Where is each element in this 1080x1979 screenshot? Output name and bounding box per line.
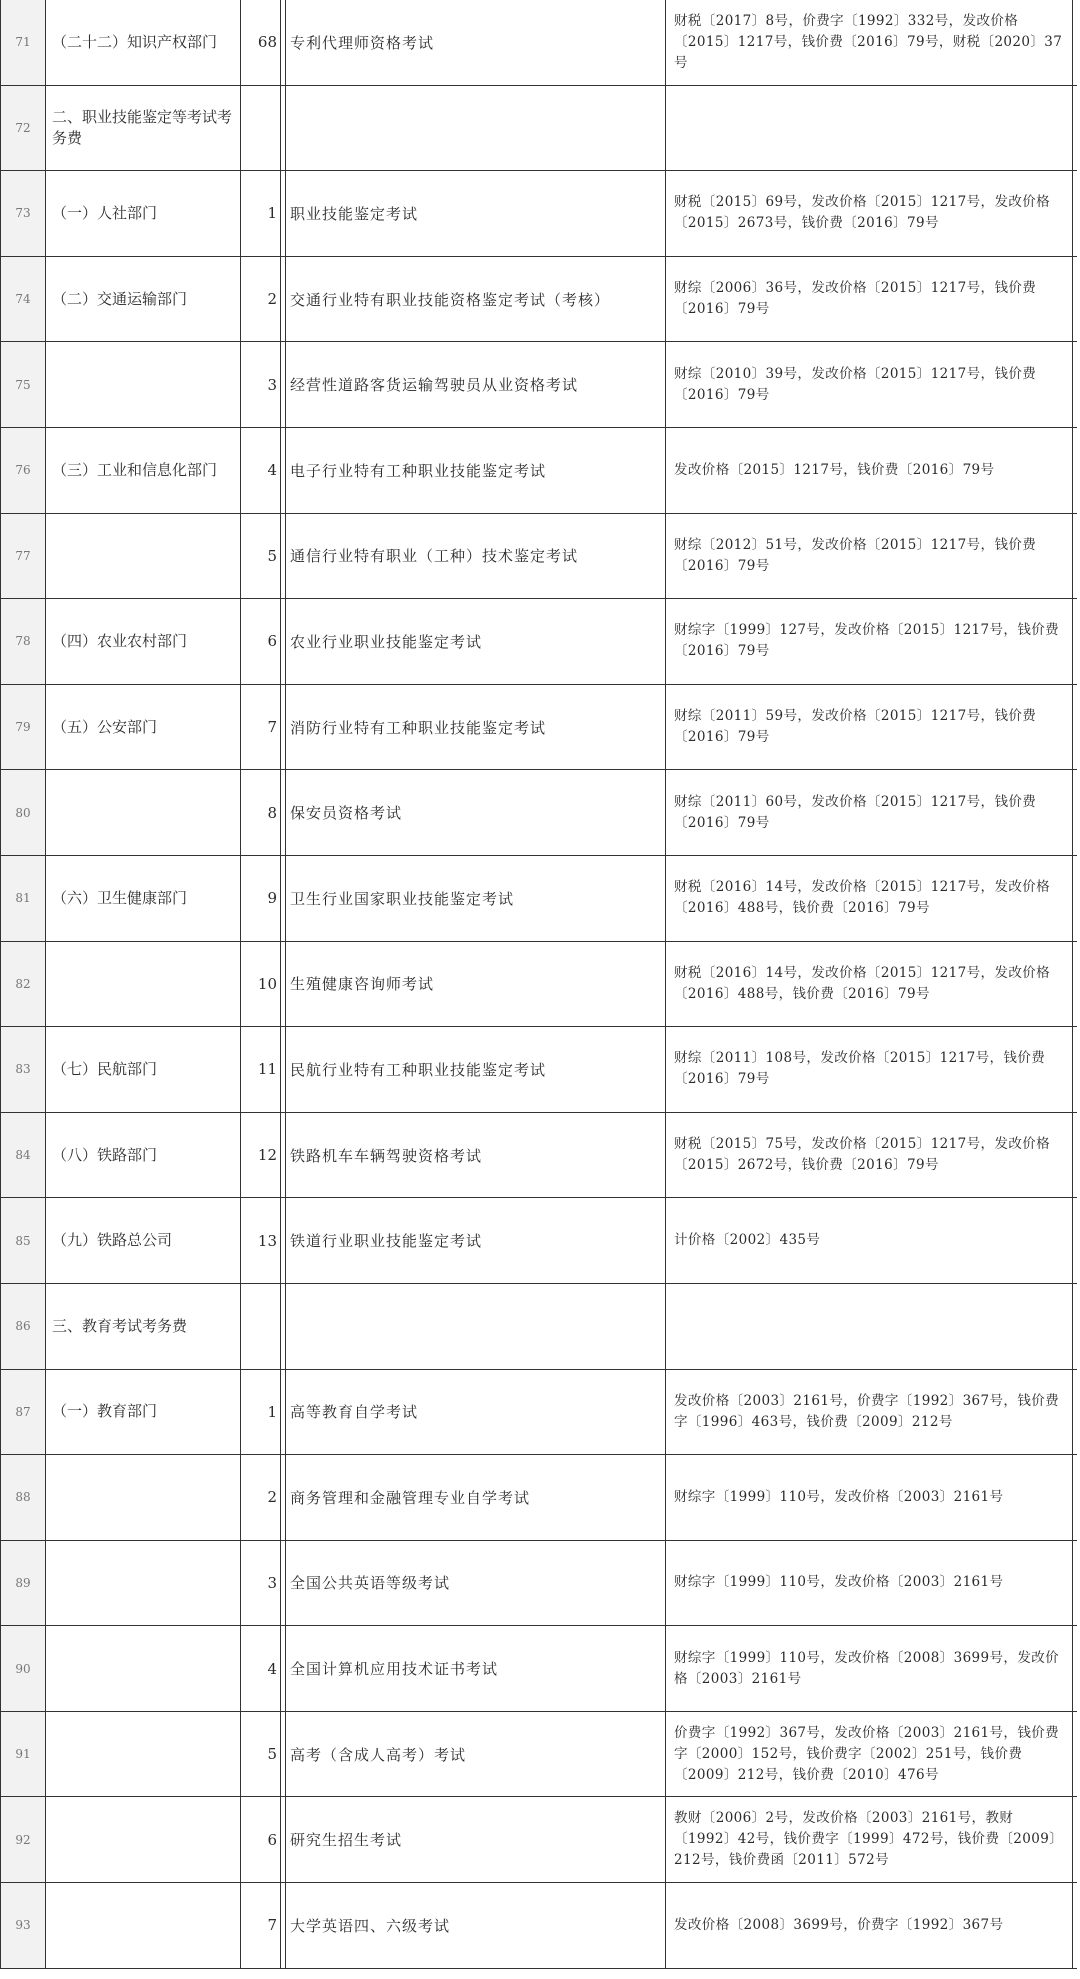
department-cell: （七）民航部门 — [46, 1027, 241, 1113]
department-cell — [46, 513, 241, 599]
department-cell: （八）铁路部门 — [46, 1112, 241, 1198]
exam-name: 专利代理师资格考试 — [286, 0, 666, 85]
table-edge — [1073, 684, 1078, 770]
table-edge — [1073, 1283, 1078, 1369]
row-number: 82 — [1, 941, 46, 1027]
row-number: 79 — [1, 684, 46, 770]
reference-doc: 财综字〔1999〕110号，发改价格〔2003〕2161号 — [666, 1455, 1073, 1541]
item-number: 5 — [241, 513, 281, 599]
row-number: 86 — [1, 1283, 46, 1369]
exam-name: 通信行业特有职业（工种）技术鉴定考试 — [286, 513, 666, 599]
item-number: 7 — [241, 1883, 281, 1969]
reference-doc: 财税〔2016〕14号，发改价格〔2015〕1217号，发改价格〔2016〕488号，钱价费〔2016〕79号 — [666, 855, 1073, 941]
table-edge — [1073, 171, 1078, 257]
exam-name: 消防行业特有工种职业技能鉴定考试 — [286, 684, 666, 770]
table-edge — [1073, 342, 1078, 428]
item-number: 13 — [241, 1198, 281, 1284]
table-row — [1, 342, 1078, 428]
table-edge — [1073, 256, 1078, 342]
item-number: 1 — [241, 171, 281, 257]
row-number: 92 — [1, 1797, 46, 1883]
table-edge — [1073, 855, 1078, 941]
table-edge — [1073, 1455, 1078, 1541]
exam-name: 商务管理和金融管理专业自学考试 — [286, 1455, 666, 1541]
exam-name: 高等教育自学考试 — [286, 1369, 666, 1455]
exam-name: 全国公共英语等级考试 — [286, 1540, 666, 1626]
table-row — [1, 1027, 1078, 1113]
exam-name: 铁道行业职业技能鉴定考试 — [286, 1198, 666, 1284]
department-cell: 二、职业技能鉴定等考试考务费 — [46, 85, 241, 171]
department-cell: （九）铁路总公司 — [46, 1198, 241, 1284]
item-number: 10 — [241, 941, 281, 1027]
exam-name — [286, 1283, 666, 1369]
row-number: 72 — [1, 85, 46, 171]
item-number: 3 — [241, 342, 281, 428]
row-number: 85 — [1, 1198, 46, 1284]
item-number: 8 — [241, 770, 281, 856]
table-edge — [1073, 1797, 1078, 1883]
reference-doc: 财税〔2015〕69号，发改价格〔2015〕1217号，发改价格〔2015〕2673号，钱价费〔2016〕79号 — [666, 171, 1073, 257]
fee-table-body — [1, 0, 1078, 1968]
department-cell — [46, 770, 241, 856]
reference-doc: 财综〔2012〕51号，发改价格〔2015〕1217号，钱价费〔2016〕79号 — [666, 513, 1073, 599]
exam-name: 电子行业特有工种职业技能鉴定考试 — [286, 427, 666, 513]
reference-doc: 财综〔2010〕39号，发改价格〔2015〕1217号，钱价费〔2016〕79号 — [666, 342, 1073, 428]
exam-name: 研究生招生考试 — [286, 1797, 666, 1883]
table-row — [1, 513, 1078, 599]
row-number: 73 — [1, 171, 46, 257]
department-cell — [46, 1540, 241, 1626]
item-number: 4 — [241, 1626, 281, 1712]
exam-name: 全国计算机应用技术证书考试 — [286, 1626, 666, 1712]
row-number: 71 — [1, 0, 46, 85]
table-row — [1, 941, 1078, 1027]
table-edge — [1073, 599, 1078, 685]
exam-name: 卫生行业国家职业技能鉴定考试 — [286, 855, 666, 941]
table-row — [1, 1369, 1078, 1455]
department-cell — [46, 1626, 241, 1712]
row-number: 91 — [1, 1711, 46, 1797]
row-number: 75 — [1, 342, 46, 428]
table-edge — [1073, 0, 1078, 85]
table-edge — [1073, 1540, 1078, 1626]
department-cell — [46, 1797, 241, 1883]
department-cell: （二）交通运输部门 — [46, 256, 241, 342]
item-number: 6 — [241, 1797, 281, 1883]
row-number: 80 — [1, 770, 46, 856]
exam-name: 保安员资格考试 — [286, 770, 666, 856]
item-number: 9 — [241, 855, 281, 941]
department-cell — [46, 342, 241, 428]
reference-doc: 财税〔2017〕8号，价费字〔1992〕332号，发改价格〔2015〕1217号，钱价费〔2016〕79号，财税〔2020〕37号 — [666, 0, 1073, 85]
item-number: 11 — [241, 1027, 281, 1113]
table-edge — [1073, 513, 1078, 599]
table-row — [1, 85, 1078, 171]
table-row — [1, 1540, 1078, 1626]
table-edge — [1073, 1198, 1078, 1284]
reference-doc: 发改价格〔2015〕1217号，钱价费〔2016〕79号 — [666, 427, 1073, 513]
department-cell — [46, 1883, 241, 1969]
table-row — [1, 1711, 1078, 1797]
table-row — [1, 855, 1078, 941]
reference-doc: 财税〔2015〕75号，发改价格〔2015〕1217号，发改价格〔2015〕2672号，钱价费〔2016〕79号 — [666, 1112, 1073, 1198]
reference-doc: 教财〔2006〕2号，发改价格〔2003〕2161号，教财〔1992〕42号，钱价费字〔1999〕472号，钱价费〔2009〕212号，钱价费函〔2011〕572号 — [666, 1797, 1073, 1883]
table-row — [1, 1198, 1078, 1284]
table-row — [1, 1112, 1078, 1198]
table-row — [1, 599, 1078, 685]
table-row — [1, 1626, 1078, 1712]
exam-name — [286, 85, 666, 171]
row-number: 81 — [1, 855, 46, 941]
item-number: 4 — [241, 427, 281, 513]
table-row — [1, 1283, 1078, 1369]
item-number: 3 — [241, 1540, 281, 1626]
exam-name: 铁路机车车辆驾驶资格考试 — [286, 1112, 666, 1198]
reference-doc: 财综字〔1999〕110号，发改价格〔2008〕3699号，发改价格〔2003〕2161号 — [666, 1626, 1073, 1712]
item-number: 12 — [241, 1112, 281, 1198]
department-cell: （一）教育部门 — [46, 1369, 241, 1455]
department-cell: （一）人社部门 — [46, 171, 241, 257]
reference-doc — [666, 85, 1073, 171]
table-row — [1, 1883, 1078, 1969]
exam-name: 高考（含成人高考）考试 — [286, 1711, 666, 1797]
department-cell — [46, 941, 241, 1027]
item-number — [241, 1283, 281, 1369]
table-edge — [1073, 1711, 1078, 1797]
row-number: 87 — [1, 1369, 46, 1455]
exam-name: 大学英语四、六级考试 — [286, 1883, 666, 1969]
row-number: 76 — [1, 427, 46, 513]
table-row — [1, 0, 1078, 85]
table-edge — [1073, 941, 1078, 1027]
table-edge — [1073, 1626, 1078, 1712]
row-number: 74 — [1, 256, 46, 342]
table-row — [1, 770, 1078, 856]
table-edge — [1073, 1883, 1078, 1969]
row-number: 89 — [1, 1540, 46, 1626]
item-number — [241, 85, 281, 171]
exam-name: 交通行业特有职业技能资格鉴定考试（考核） — [286, 256, 666, 342]
item-number: 6 — [241, 599, 281, 685]
row-number: 93 — [1, 1883, 46, 1969]
table-edge — [1073, 1112, 1078, 1198]
row-number: 78 — [1, 599, 46, 685]
exam-name: 农业行业职业技能鉴定考试 — [286, 599, 666, 685]
reference-doc: 发改价格〔2008〕3699号，价费字〔1992〕367号 — [666, 1883, 1073, 1969]
item-number: 5 — [241, 1711, 281, 1797]
reference-doc: 财综字〔1999〕127号，发改价格〔2015〕1217号，钱价费〔2016〕79号 — [666, 599, 1073, 685]
table-edge — [1073, 85, 1078, 171]
reference-doc: 发改价格〔2003〕2161号，价费字〔1992〕367号，钱价费字〔1996〕463号，钱价费〔2009〕212号 — [666, 1369, 1073, 1455]
reference-doc: 计价格〔2002〕435号 — [666, 1198, 1073, 1284]
row-number: 88 — [1, 1455, 46, 1541]
department-cell: （二十二）知识产权部门 — [46, 0, 241, 85]
item-number: 68 — [241, 0, 281, 85]
table-edge — [1073, 1369, 1078, 1455]
table-row — [1, 1797, 1078, 1883]
reference-doc: 财综字〔1999〕110号，发改价格〔2003〕2161号 — [666, 1540, 1073, 1626]
department-cell: （三）工业和信息化部门 — [46, 427, 241, 513]
reference-doc: 价费字〔1992〕367号，发改价格〔2003〕2161号，钱价费字〔2000〕152号，钱价费字〔2002〕251号，钱价费〔2009〕212号，钱价费〔2010〕476号 — [666, 1711, 1073, 1797]
exam-name: 生殖健康咨询师考试 — [286, 941, 666, 1027]
reference-doc — [666, 1283, 1073, 1369]
row-number: 83 — [1, 1027, 46, 1113]
table-row — [1, 256, 1078, 342]
reference-doc: 财综〔2011〕59号，发改价格〔2015〕1217号，钱价费〔2016〕79号 — [666, 684, 1073, 770]
reference-doc: 财税〔2016〕14号，发改价格〔2015〕1217号，发改价格〔2016〕488号，钱价费〔2016〕79号 — [666, 941, 1073, 1027]
exam-name: 职业技能鉴定考试 — [286, 171, 666, 257]
department-cell: 三、教育考试考务费 — [46, 1283, 241, 1369]
table-row — [1, 171, 1078, 257]
table-edge — [1073, 427, 1078, 513]
reference-doc: 财综〔2006〕36号，发改价格〔2015〕1217号，钱价费〔2016〕79号 — [666, 256, 1073, 342]
department-cell: （六）卫生健康部门 — [46, 855, 241, 941]
table-row — [1, 1455, 1078, 1541]
item-number: 2 — [241, 1455, 281, 1541]
item-number: 2 — [241, 256, 281, 342]
item-number: 7 — [241, 684, 281, 770]
department-cell — [46, 1455, 241, 1541]
row-number: 84 — [1, 1112, 46, 1198]
department-cell: （五）公安部门 — [46, 684, 241, 770]
table-row — [1, 427, 1078, 513]
department-cell — [46, 1711, 241, 1797]
exam-name: 民航行业特有工种职业技能鉴定考试 — [286, 1027, 666, 1113]
table-edge — [1073, 1027, 1078, 1113]
row-number: 77 — [1, 513, 46, 599]
row-number: 90 — [1, 1626, 46, 1712]
table-row — [1, 684, 1078, 770]
department-cell: （四）农业农村部门 — [46, 599, 241, 685]
reference-doc: 财综〔2011〕60号，发改价格〔2015〕1217号，钱价费〔2016〕79号 — [666, 770, 1073, 856]
item-number: 1 — [241, 1369, 281, 1455]
reference-doc: 财综〔2011〕108号，发改价格〔2015〕1217号，钱价费〔2016〕79号 — [666, 1027, 1073, 1113]
exam-name: 经营性道路客货运输驾驶员从业资格考试 — [286, 342, 666, 428]
table-edge — [1073, 770, 1078, 856]
